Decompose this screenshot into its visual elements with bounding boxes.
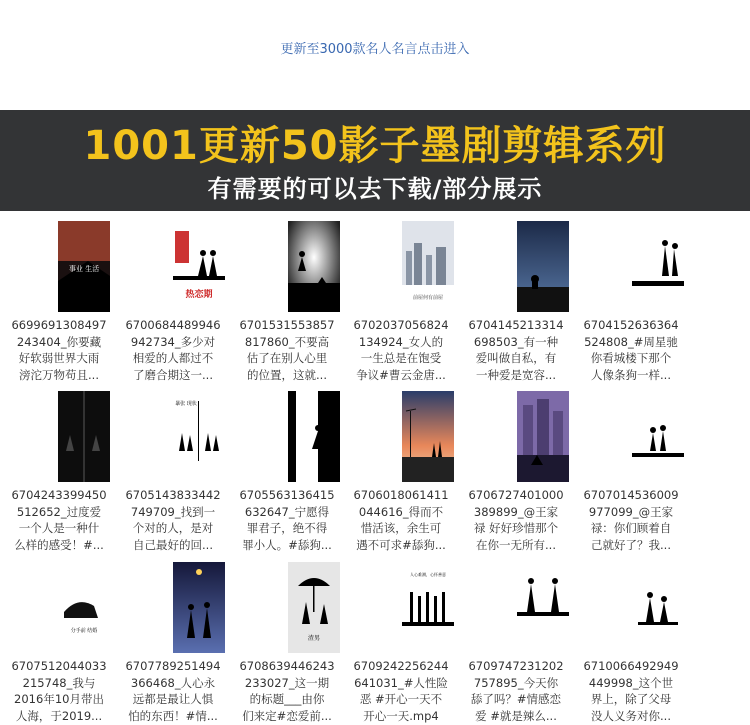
banner-title: 1001更新50影子墨剧剪辑系列 (83, 123, 667, 169)
video-caption[interactable]: 6702037056824 134924_女人的 一生总是在饱受 争议#曹云金唐... (353, 318, 449, 383)
video-thumbnail[interactable] (402, 391, 454, 482)
video-caption[interactable]: 6705563136415 632647_宁愿得 罪君子，绝不得 罪小人。#舔狗... (239, 488, 335, 553)
video-caption[interactable]: 6704152636364 524808_#周星驰 你看城楼下那个 人像条狗一样... (583, 318, 679, 383)
video-thumbnail[interactable] (402, 221, 454, 312)
thumb-caption: 热恋期 (185, 290, 213, 300)
update-link[interactable]: 更新至3000款名人名言点击进入 (280, 42, 470, 57)
video-thumbnail[interactable] (173, 562, 225, 653)
video-caption[interactable]: 6704243399450 512652_过度爱 一个人是一种什 么样的感受！#... (11, 488, 107, 553)
video-thumbnail[interactable] (402, 562, 454, 653)
video-thumbnail[interactable] (517, 391, 569, 482)
video-thumbnail[interactable] (58, 391, 110, 482)
thumb-caption: 渣男 (307, 635, 321, 642)
banner-subtitle: 有需要的可以去下载/部分展示 (207, 175, 543, 203)
video-caption[interactable]: 6707512044033 215748_我与 2016年10月带出 人海，于2019... (11, 659, 107, 724)
video-thumbnail[interactable] (288, 562, 340, 653)
video-caption[interactable]: 6705143833442 749709_找到一 个对的人，是对 自己最好的回... (125, 488, 221, 553)
thumb-caption: 人心难测，心怀善意 (410, 572, 446, 577)
video-caption[interactable]: 6701531553857 817860_不要高 估了在别人心里 的位置，这就... (239, 318, 335, 383)
video-caption[interactable]: 6708639446243 233027_这一期 的标题___由你 们来定#恋爱前... (239, 659, 335, 724)
video-caption[interactable]: 6710066492949 449998_这个世 界上，除了父母 没人义务对你... (583, 659, 679, 724)
video-caption[interactable]: 6707014536009 977099_@王家 禄：你们顾着自 己就好了？我... (583, 488, 679, 553)
thumb-caption: 事业 生活 (68, 265, 100, 273)
video-caption[interactable]: 6709242256244 641031_#人性险 恶 #开心一天不 开心一天.mp4 (353, 659, 449, 724)
video-caption[interactable]: 6707789251494 366468_人心永 远都是最让人惧 怕的东西！#情... (125, 659, 221, 724)
video-thumbnail[interactable] (288, 391, 340, 482)
video-thumbnail[interactable] (173, 221, 225, 312)
video-thumbnail[interactable] (173, 391, 225, 482)
video-caption[interactable]: 6709747231202 757895_今天你 舔了吗？#情感恋 爱 #就是辣么... (468, 659, 564, 724)
video-caption[interactable]: 6699691308497 243404_你要藏 好软弱世界大雨 滂沱万物苟且... (11, 318, 107, 383)
video-thumbnail[interactable] (517, 221, 569, 312)
video-thumbnail[interactable] (58, 562, 110, 653)
video-caption[interactable]: 6704145213314 698503_有一种 爱叫做自私，有 一种爱是宽容... (468, 318, 564, 383)
thumb-caption: 暴张 现状 (175, 401, 197, 407)
promo-banner (0, 110, 750, 211)
video-caption[interactable]: 6706727401000 389899_@王家 禄 好好珍惜那个 在你一无所有... (468, 488, 564, 553)
thumb-caption: 分手前 结婚 (70, 628, 98, 634)
video-thumbnail[interactable] (632, 562, 684, 653)
video-thumbnail[interactable] (632, 221, 684, 312)
video-caption[interactable]: 6706018061411 044616_得而不 惜活该，余生可 遇不可求#舔狗... (353, 488, 449, 553)
video-thumbnail[interactable] (632, 391, 684, 482)
video-thumbnail[interactable] (517, 562, 569, 653)
video-caption[interactable]: 6700684489946 942734_多少对 相爱的人都过不 了磨合期这一... (125, 318, 221, 383)
video-thumbnail[interactable] (58, 221, 110, 312)
thumb-caption: 前屋何有前屋 (412, 295, 444, 301)
video-thumbnail[interactable] (288, 221, 340, 312)
